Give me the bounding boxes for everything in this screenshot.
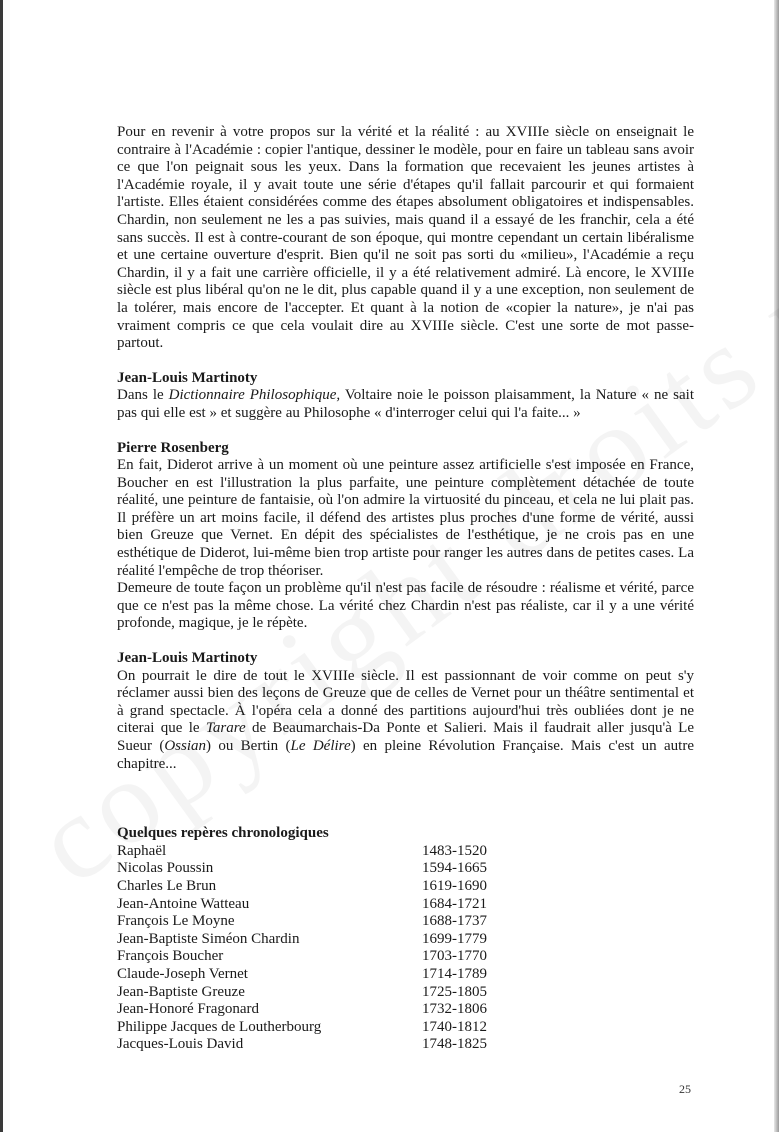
artist-dates: 1740-1812 <box>422 1018 487 1035</box>
artist-name: François Boucher <box>117 948 224 965</box>
artist-dates: 1483-1520 <box>422 842 487 859</box>
artist-name: Charles Le Brun <box>117 877 217 894</box>
paragraph-2 <box>117 387 694 422</box>
book-title: Dictionnaire Philosophique, <box>168 387 341 404</box>
paragraph-5 <box>117 668 694 774</box>
speaker-heading: Pierre Rosenberg <box>117 439 229 456</box>
text-run: Voltaire noie le poisson plaisamment, la Nature « ne sait pas qui elle est » et suggère au Philosophe « d'interroger celui qui l'a faite... » <box>117 387 694 421</box>
work-title: Ossian <box>164 738 207 754</box>
chronology-title: Quelques repères chronologiques <box>117 825 329 842</box>
work-title: Tarare <box>205 720 246 737</box>
artist-name: Jean-Baptiste Greuze <box>117 983 245 1000</box>
page-number: 25 <box>679 1082 691 1096</box>
text-run: ) en pleine Révolution Française. Mais c'est un autre chapitre... <box>117 738 695 772</box>
chronology-row <box>117 1036 694 1054</box>
artist-name: Jean-Honoré Fragonard <box>117 1001 260 1018</box>
work-title: Le Délire <box>290 738 351 754</box>
artist-dates: 1714-1789 <box>422 965 487 982</box>
paragraph-1: Pour en revenir à votre propos sur la vérité et la réalité : au XVIIIe siècle on enseignait le contraire à l'Académie : copier l'antique, dessiner le modèle, pour en faire un tableau sans avoir ce que l'on peignait sous les yeux. Dans la formation que recevaient les jeunes artistes à l'Académie royale, il y avait toute une série d'étapes qu'il fallait parcourir et qui formaient l'artiste. Elles étaient considérées comme des étapes absolument obligatoires et indispensables. Chardin, non seulement ne les a pas suivies, mais quand il a essayé de les franchir, cela a été sans succès. Il est à contre-courant de son époque, qui montre cependant un certain libéralisme et une certaine ouverture d'esprit. Bien qu'il ne soit pas sorti du «milieu», l'Académie a reçu Chardin, il y a fait une carrière officielle, il y a été relativement admiré. Là encore, le XVIIIe siècle est plus libéral qu'on ne le dit, plus capable quand il y a une exception, non seulement de la tolérer, mais encore de l'accepter. Et quant à la notion de «copier la nature», je n'ai pas vraiment compris ce que cela voulait dire au XVIIIe siècle. C'est une sorte de mot passe-partout. <box>117 124 694 352</box>
artist-dates: 1703-1770 <box>422 948 487 965</box>
artist-name: Claude-Joseph Vernet <box>117 965 248 982</box>
text-run: de Beaumarchais-Da Ponte et Salieri. Mais il faudrait aller jusqu'à Le Sueur ( <box>117 720 694 754</box>
chronology-row <box>117 931 694 949</box>
speaker-heading: Jean-Louis Martinoty <box>117 650 258 667</box>
chronology-row <box>117 913 694 931</box>
speaker-heading: Jean-Louis Martinoty <box>117 369 258 386</box>
page-content <box>117 124 694 1054</box>
chronology-row <box>117 966 694 984</box>
paragraph-3: En fait, Diderot arrive à un moment où une peinture assez artificielle s'est imposée en France, Boucher en est l'illustration la plus parfaite, une peinture complètement détachée de toute réalité, une peinture de fantaisie, où l'on admire la virtuosité du pinceau, et cela ne lui plait pas. Il préfère un art moins facile, il défend des artistes plus proches d'une forme de vérité, aussi bien Greuze que Vernet. En dépit des spécialistes de l'esthétique, je ne crois pas en une esthétique de Diderot, lui-même bien trop artiste pour ranger les autres dans de petites cases. La réalité l'empêche de trop théoriser. <box>117 457 694 579</box>
chronology-row <box>117 896 694 914</box>
paragraph-4: Demeure de toute façon un problème qu'il n'est pas facile de résoudre : réalisme et vérité, parce que ce n'est pas la même chose. La vérité chez Chardin n'est pas réaliste, car il y a une vérité profonde, magique, je le répète. <box>117 580 694 632</box>
artist-dates: 1684-1721 <box>422 895 487 912</box>
artist-dates: 1594-1665 <box>422 860 487 877</box>
chronology-row <box>117 948 694 966</box>
chronology-row <box>117 860 694 878</box>
artist-dates: 1688-1737 <box>422 913 487 930</box>
chronology-row <box>117 984 694 1002</box>
artist-dates: 1619-1690 <box>422 877 487 894</box>
artist-name: Philippe Jacques de Loutherbourg <box>117 1018 322 1035</box>
artist-name: François Le Moyne <box>117 913 235 930</box>
artist-name: Jacques-Louis David <box>117 1036 244 1053</box>
page-left-edge <box>0 0 3 1132</box>
artist-dates: 1725-1805 <box>422 983 487 1000</box>
chronology-row <box>117 1019 694 1037</box>
artist-name: Nicolas Poussin <box>117 860 214 877</box>
artist-dates: 1699-1779 <box>422 930 487 947</box>
chronology-row <box>117 843 694 861</box>
artist-name: Jean-Antoine Watteau <box>117 895 250 912</box>
artist-name: Jean-Baptiste Siméon Chardin <box>117 930 300 947</box>
chronology-row <box>117 878 694 896</box>
artist-name: Raphaël <box>117 842 167 859</box>
artist-dates: 1732-1806 <box>422 1001 487 1018</box>
artist-dates: 1748-1825 <box>422 1036 487 1053</box>
text-run: On pourrait le dire de tout le XVIIIe siècle. Il est passionnant de voir comme on peut s'y réclamer aussi bien des leçons de Greuze que de celles de Vernet pour un théâtre sentimental et à grand spectacle. À l'opéra cela a donné des partitions aujourd'hui très oubliées dont je ne citerai que le <box>117 667 694 737</box>
chronology-row <box>117 1001 694 1019</box>
text-run: Dans le <box>117 387 169 404</box>
page-right-edge <box>774 0 779 1132</box>
chronology-list <box>117 843 694 1054</box>
text-run: ) ou Bertin ( <box>206 738 291 754</box>
